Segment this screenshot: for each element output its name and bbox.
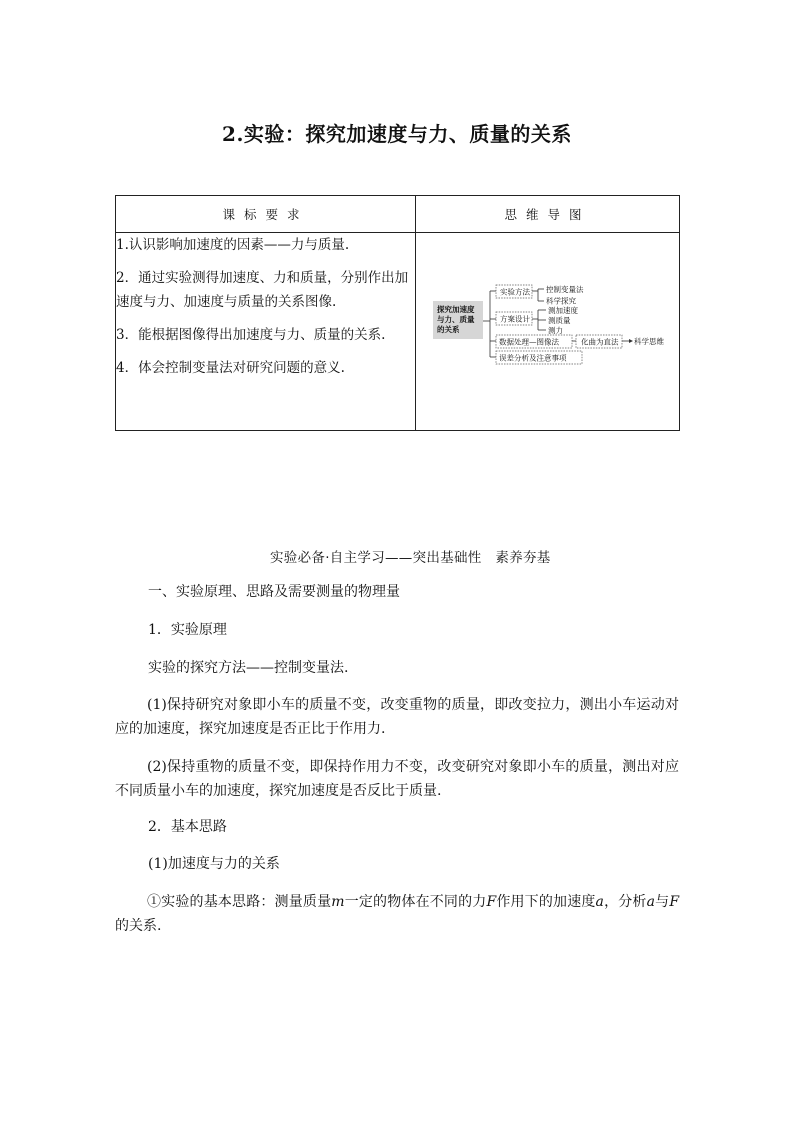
heading-basic-idea: 2．基本思路 bbox=[148, 819, 227, 835]
mindmap-cell bbox=[416, 233, 680, 431]
requirement-item: 1.认识影响加速度的因素——力与质量. bbox=[116, 237, 350, 253]
mindmap-diagram bbox=[416, 233, 680, 431]
mindmap-measure-mass: 测质量 bbox=[548, 316, 571, 325]
requirement-item: 4．体会控制变量法对研究问题的意义. bbox=[116, 360, 345, 376]
mindmap-curve: 化曲为直法 bbox=[581, 337, 619, 347]
variable-F: F bbox=[486, 894, 497, 910]
mindmap-measure-force: 测力 bbox=[548, 326, 563, 335]
mindmap-thinking: 科学思维 bbox=[634, 337, 664, 346]
heading-principles: 一、实验原理、思路及需要测量的物理量 bbox=[148, 584, 400, 600]
requirement-item: 2．通过实验测得加速度、力和质量，分别作出加速度与力、加速度与质量的关系图像. bbox=[116, 270, 409, 310]
variable-m: m bbox=[331, 894, 345, 910]
variable-a: a bbox=[595, 894, 604, 910]
paragraph-condition-2: (2)保持重物的质量不变，即保持作用力不变，改变研究对象即小车的质量，测出对应不同质量小车的加速度，探究加速度是否反比于质量. bbox=[115, 759, 679, 799]
requirements-header: 课标要求 bbox=[116, 196, 416, 233]
mindmap-root-line1: 探究加速度 bbox=[437, 305, 475, 314]
mindmap-data: 数据处理—图像法 bbox=[499, 337, 559, 347]
mindmap-root-line2: 与力、质量 bbox=[437, 315, 475, 324]
standards-table bbox=[115, 195, 680, 431]
mindmap-control: 控制变量法 bbox=[546, 285, 584, 294]
mindmap-measure-acc: 测加速度 bbox=[548, 306, 578, 315]
mindmap-root-line3: 的关系 bbox=[437, 325, 460, 334]
section-heading: 实验必备·自主学习——突出基础性 素养夯基 bbox=[270, 550, 551, 566]
paragraph-method: 实验的探究方法——控制变量法. bbox=[148, 660, 349, 676]
paragraph-condition-1: (1)保持研究对象即小车的质量不变，改变重物的质量，即改变拉力，测出小车运动对应的加速度，探究加速度是否正比于作用力. bbox=[115, 697, 679, 737]
variable-F: F bbox=[669, 894, 680, 910]
requirements-cell bbox=[116, 233, 416, 431]
requirement-item: 3．能根据图像得出加速度与力、质量的关系. bbox=[116, 327, 386, 343]
heading-principle: 1．实验原理 bbox=[148, 622, 227, 638]
variable-a: a bbox=[646, 894, 655, 910]
page-title: 2.实验：探究加速度与力、质量的关系 bbox=[222, 122, 572, 146]
mindmap-error: 误差分析及注意事项 bbox=[499, 353, 567, 363]
mindmap-header: 思维导图 bbox=[416, 196, 680, 233]
mindmap-design: 方案设计 bbox=[500, 314, 530, 324]
mindmap-method: 实验方法 bbox=[500, 287, 530, 297]
paragraph-force-relation: (1)加速度与力的关系 bbox=[148, 856, 280, 872]
paragraph-basic-idea: ①实验的基本思路：测量质量m一定的物体在不同的力F作用下的加速度a，分析a与F的关系. bbox=[115, 894, 680, 934]
mindmap-science: 科学探究 bbox=[546, 296, 576, 306]
